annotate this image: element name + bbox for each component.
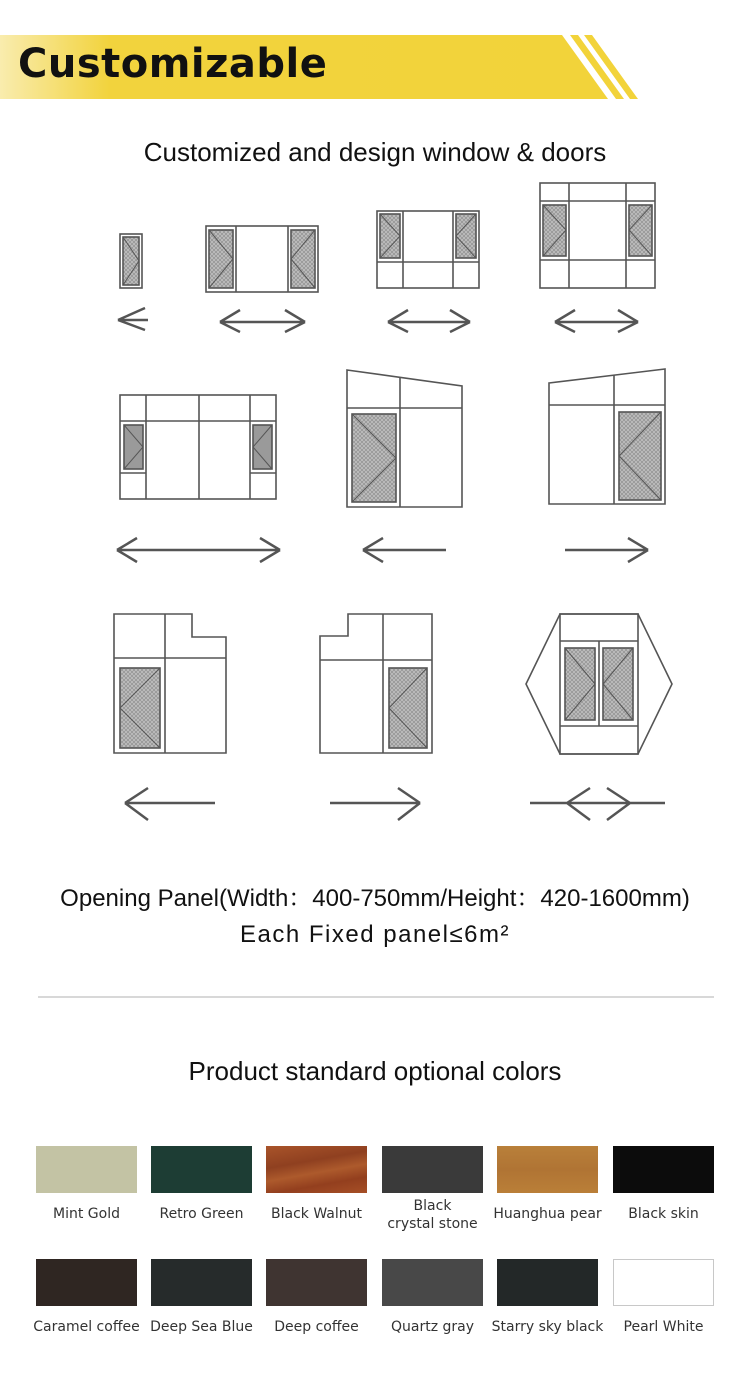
swatch-label-line2: crystal stone xyxy=(387,1216,478,1232)
color-swatch-deep-coffee[interactable] xyxy=(266,1259,367,1336)
swatch-chip xyxy=(613,1146,714,1193)
swatch-chip xyxy=(382,1259,483,1306)
drawing-double-side-casement xyxy=(206,226,318,332)
color-swatch-quartz-gray[interactable] xyxy=(382,1259,483,1336)
swatch-label: Quartz gray xyxy=(390,1319,475,1335)
color-swatch-black-skin[interactable] xyxy=(613,1146,714,1223)
drawing-hexagonal-french xyxy=(526,614,672,820)
drawing-stepped-top-right xyxy=(320,614,432,820)
drawing-stepped-top-left xyxy=(114,614,226,820)
swatch-label: Pearl White xyxy=(623,1319,704,1335)
swatch-label: Retro Green xyxy=(159,1206,244,1222)
drawing-wide-four-pane xyxy=(117,395,280,562)
opening-panel-spec: Opening Panel(Width：400-750mm/Height：420-1600mm) xyxy=(60,885,690,912)
section-divider xyxy=(38,996,714,998)
color-swatch-deep-sea-blue[interactable] xyxy=(151,1259,252,1336)
fixed-panel-spec: Each Fixed panel≤6m² xyxy=(240,921,510,948)
swatch-chip xyxy=(613,1259,714,1306)
swatch-chip xyxy=(497,1146,598,1193)
window-drawings xyxy=(0,170,750,850)
swatch-label: Caramel coffee xyxy=(33,1319,140,1335)
swatch-chip xyxy=(497,1259,598,1306)
drawing-casement-with-transom-bottom xyxy=(377,211,479,332)
swatch-chip xyxy=(382,1146,483,1193)
header-banner xyxy=(0,35,640,99)
swatch-label: Black skin xyxy=(628,1206,699,1222)
colors-section-title: Product standard optional colors xyxy=(188,1056,562,1086)
swatch-chip xyxy=(36,1259,137,1306)
drawing-slanted-top-left xyxy=(347,370,462,562)
swatch-chip xyxy=(151,1146,252,1193)
swatch-chip xyxy=(266,1146,367,1193)
swatch-label: Deep coffee xyxy=(274,1319,359,1335)
window-section-title: Customized and design window & doors xyxy=(143,137,607,167)
swatch-label-line1: Black xyxy=(413,1198,452,1214)
color-swatch-pearl-white[interactable] xyxy=(613,1259,714,1336)
color-swatch-mint-gold[interactable] xyxy=(36,1146,137,1223)
drawing-slanted-top-right xyxy=(549,369,665,562)
swatch-chip xyxy=(151,1259,252,1306)
color-swatch-black-walnut[interactable] xyxy=(266,1146,367,1223)
drawing-casement-with-top-lights xyxy=(540,183,655,332)
swatch-label: Black Walnut xyxy=(271,1206,362,1222)
swatch-chip xyxy=(36,1146,137,1193)
color-swatch-retro-green[interactable] xyxy=(151,1146,252,1223)
color-swatch-huanghua-pear[interactable] xyxy=(493,1146,602,1223)
swatch-label: Huanghua pear xyxy=(493,1206,602,1222)
banner-title: Customizable xyxy=(18,41,328,87)
swatch-label: Starry sky black xyxy=(491,1319,604,1335)
drawing-single-casement xyxy=(118,234,148,330)
color-swatch-caramel-coffee[interactable] xyxy=(33,1259,140,1336)
swatch-label: Deep Sea Blue xyxy=(150,1319,253,1335)
swatch-chip xyxy=(266,1259,367,1306)
swatch-label: Mint Gold xyxy=(53,1206,120,1222)
color-swatch-black-crystal-stone[interactable] xyxy=(382,1146,483,1233)
color-swatch-starry-sky-black[interactable] xyxy=(491,1259,604,1336)
